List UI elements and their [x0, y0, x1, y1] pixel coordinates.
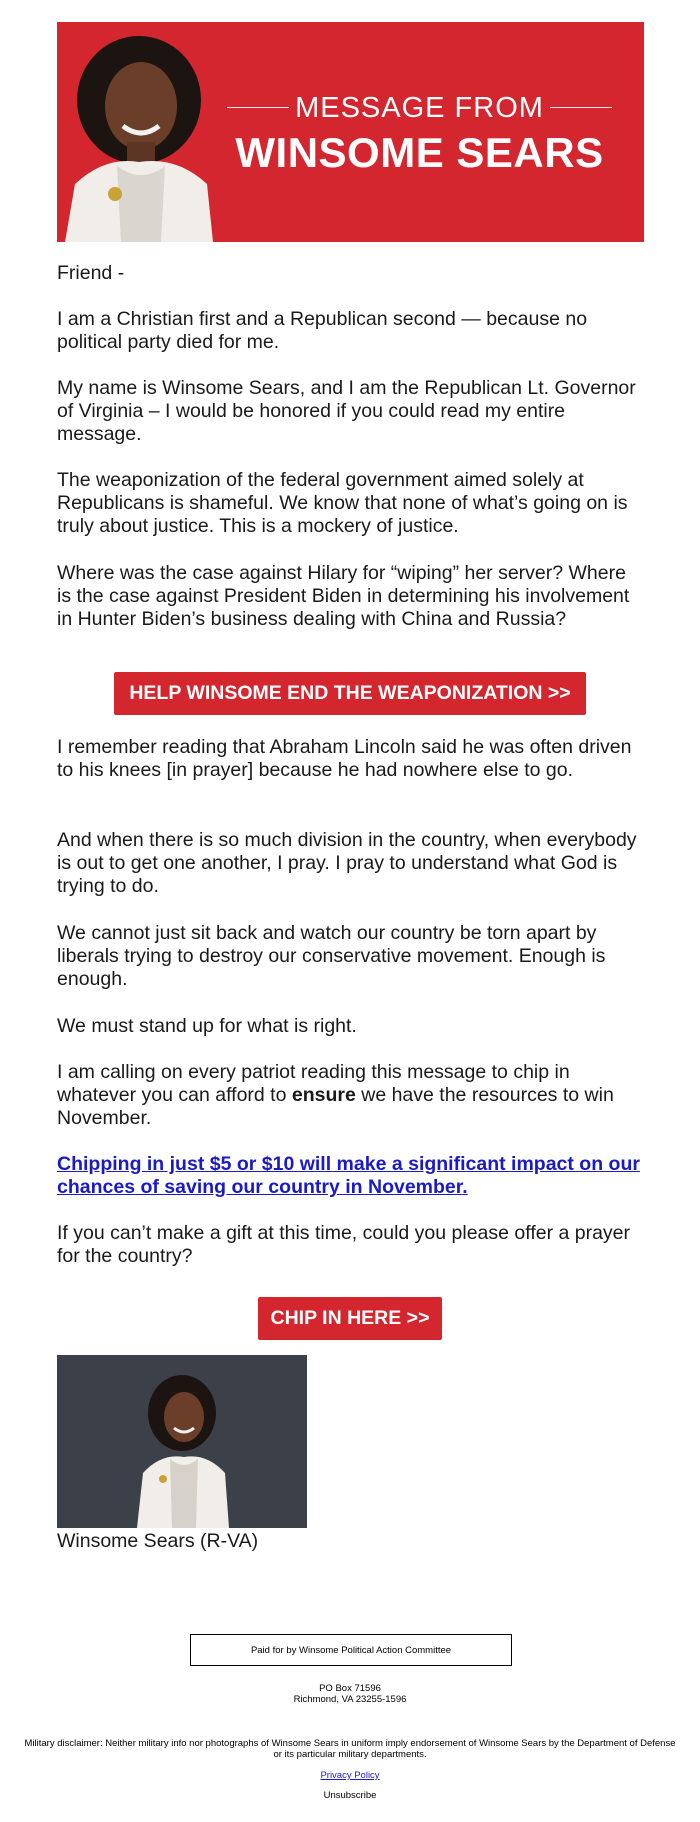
paragraph-9-bold: ensure [291, 1084, 356, 1106]
signature-portrait-image [57, 1355, 307, 1528]
right-rule [550, 107, 612, 108]
paragraph-9-post: we have the resources to win November. [57, 1084, 614, 1129]
message-from-text: MESSAGE FROM [295, 92, 544, 124]
greeting: Friend - [57, 262, 125, 284]
signature-photo [57, 1355, 307, 1528]
privacy-policy-row [0, 1770, 700, 1781]
paragraph-9-pre: I am calling on every patriot reading this message to chip in whatever you can afford to [57, 1061, 570, 1106]
paragraph-7: We cannot just sit back and watch our country be torn apart by liberals trying to destroy our conservative movement. Enough is enough. [57, 922, 606, 990]
paragraph-11: If you can’t make a gift at this time, could you please offer a prayer for the country? [57, 1222, 631, 1267]
privacy-policy-link[interactable]: Privacy Policy [320, 1770, 380, 1781]
address-line-2: Richmond, VA 23255-1596 [293, 1694, 407, 1705]
paragraph-4: Where was the case against Hilary for “wiping” her server? Where is the case against President Biden in determining his involvement in Hunter Biden’s business dealing with China and Russia? [57, 562, 630, 630]
paragraph-5: I remember reading that Abraham Lincoln said he was often driven to his knees [in prayer] because he had nowhere else to go. [57, 736, 632, 781]
header-banner [57, 22, 644, 242]
paragraph-9 [57, 1061, 644, 1130]
message-from-line [227, 94, 612, 122]
mailing-address [0, 1683, 700, 1705]
paragraph-1: I am a Christian first and a Republican second — because no political party died for me. [57, 308, 588, 353]
address-line-1: PO Box 71596 [319, 1683, 381, 1694]
paragraph-3: The weaponization of the federal government aimed solely at Republicans is shameful. We know that none of what’s going on is truly about justice. This is a mockery of justice. [57, 469, 628, 537]
portrait-image [65, 34, 213, 242]
chip-in-button[interactable]: CHIP IN HERE >> [258, 1297, 442, 1340]
paragraph-6: And when there is so much division in the country, when everybody is out to get one another, I pray. I pray to understand what God is trying to do. [57, 829, 637, 897]
paragraph-2: My name is Winsome Sears, and I am the Republican Lt. Governor of Virginia – I would be honored if you could read my entire message. [57, 377, 636, 445]
military-disclaimer: Military disclaimer: Neither military info nor photographs of Winsome Sears in uniform imply endorsement of Winsome Sears by the Department of Defense or its particular military departments. [24, 1738, 676, 1760]
paragraph-8: We must stand up for what is right. [57, 1015, 357, 1037]
donation-link-paragraph [57, 1153, 644, 1199]
end-weaponization-button[interactable]: HELP WINSOME END THE WEAPONIZATION >> [114, 672, 586, 715]
unsubscribe-link[interactable]: Unsubscribe [323, 1790, 377, 1801]
banner-name: WINSOME SEARS [235, 129, 604, 176]
donation-link[interactable]: Chipping in just $5 or $10 will make a significant impact on our chances of saving our country in November. [57, 1153, 640, 1198]
signature-name: Winsome Sears (R-VA) [57, 1530, 259, 1552]
paid-for-box: Paid for by Winsome Political Action Committee [190, 1634, 512, 1666]
email-body [57, 22, 644, 1552]
